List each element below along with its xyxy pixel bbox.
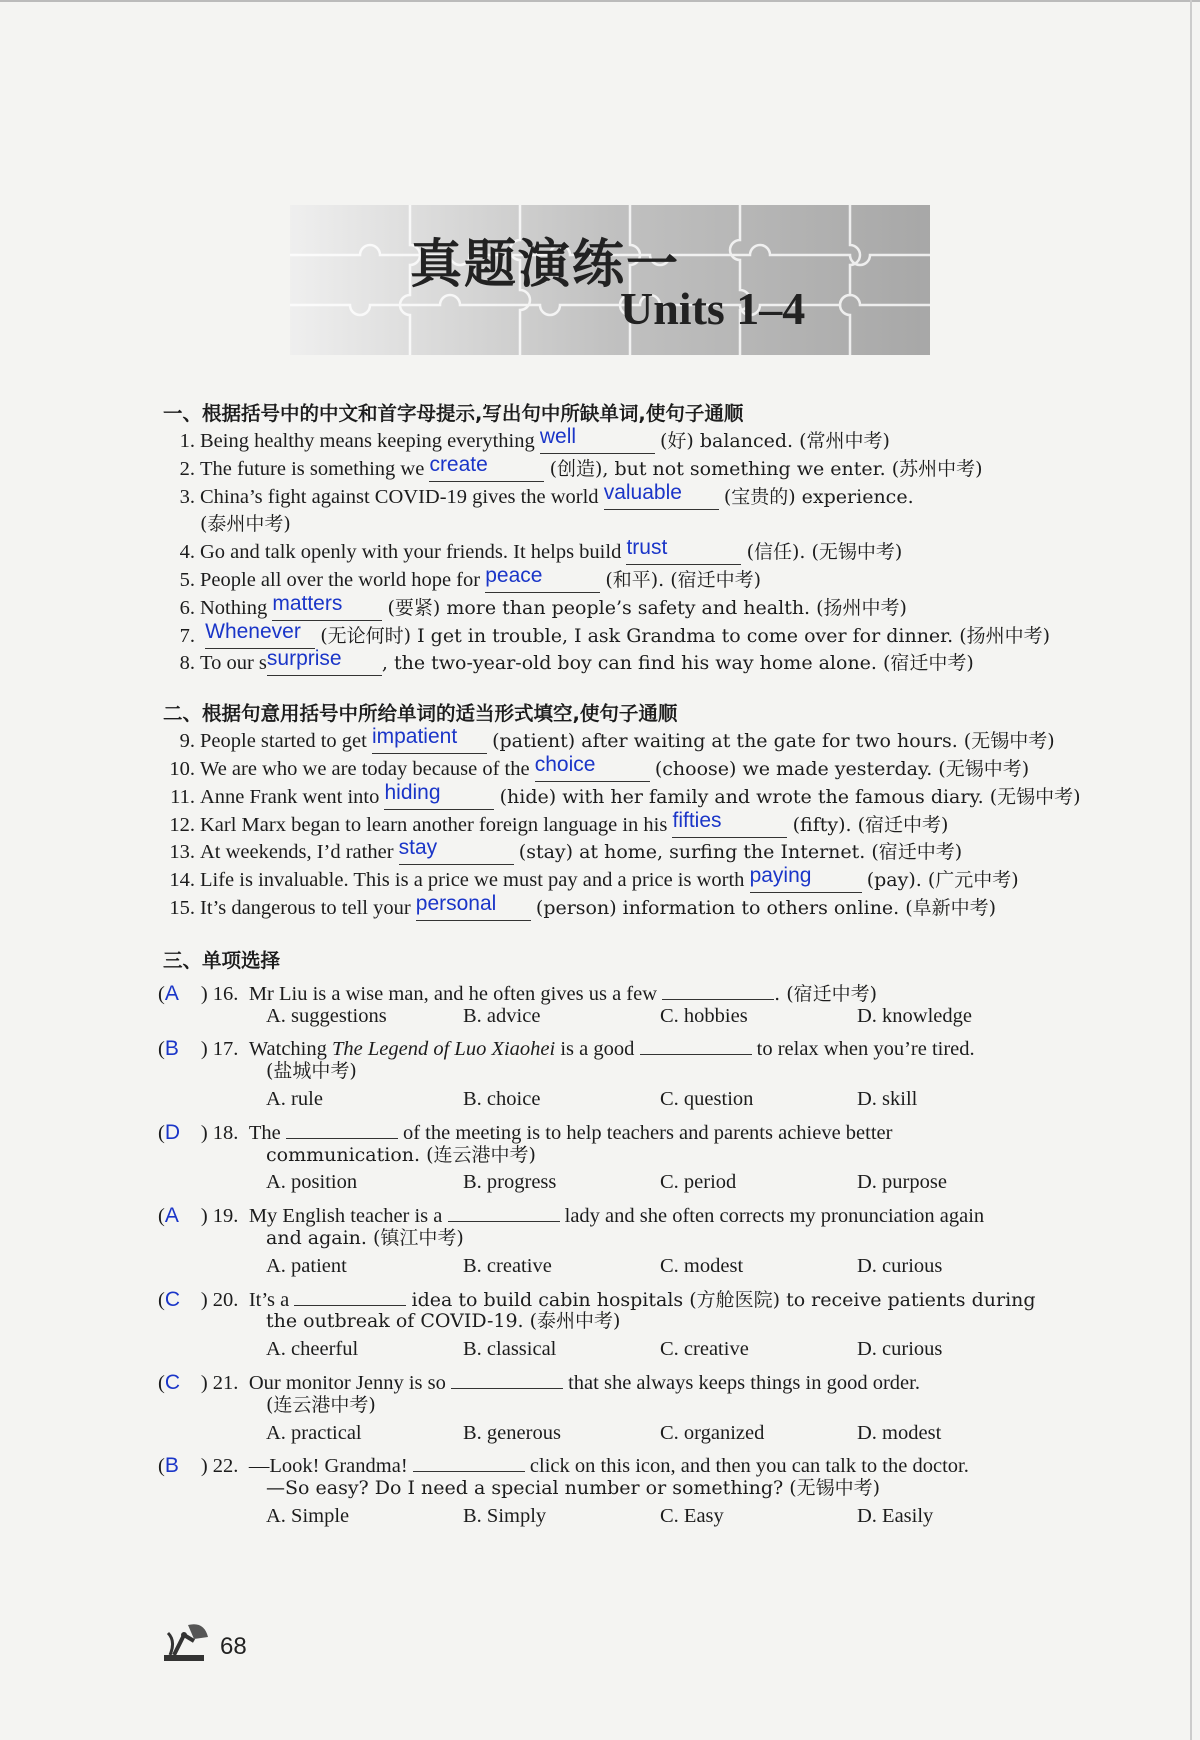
question-3: 3. China’s fight against COVID-19 gives the world valuable (宝贵的) experience. bbox=[179, 480, 914, 508]
question-12: 12. Karl Marx began to learn another foreign language in his fifties (fifty). (宿迁中考) bbox=[169, 808, 949, 836]
answer-blank[interactable]: choice bbox=[535, 757, 650, 782]
section1-heading: 一、根据括号中的中文和首字母提示,写出句中所缺单词,使句子通顺 bbox=[163, 402, 744, 425]
question-14: 14. Life is invaluable. This is a price we must pay and a price is worth paying (pay). (广元中考) bbox=[169, 864, 1019, 892]
option-b[interactable]: B. Simply bbox=[463, 1504, 547, 1527]
option-d[interactable]: D. curious bbox=[857, 1338, 943, 1361]
question-15: 15. It’s dangerous to tell your personal (person) information to others online. (阜新中考) bbox=[169, 891, 997, 919]
answer-blank[interactable]: well bbox=[540, 429, 655, 454]
answer-blank[interactable]: hiding bbox=[384, 785, 494, 810]
answer-blank[interactable]: fifties bbox=[672, 813, 787, 838]
option-b[interactable]: B. creative bbox=[463, 1254, 552, 1277]
option-a[interactable]: A. patient bbox=[266, 1254, 347, 1277]
question-11: 11. Anne Frank went into hiding (hide) with her family and wrote the famous diary. (无锡中考) bbox=[170, 780, 1081, 808]
option-d[interactable]: D. purpose bbox=[857, 1171, 947, 1194]
question-17-source: (盐城中考) bbox=[266, 1060, 357, 1083]
answer-blank bbox=[294, 1281, 406, 1306]
option-a[interactable]: A. position bbox=[266, 1171, 358, 1194]
question-2: 2. The future is something we create (创造), but not something we enter. (苏州中考) bbox=[179, 452, 983, 480]
answer-blank[interactable]: trust bbox=[626, 540, 741, 565]
question-20-cont: the outbreak of COVID-19. (泰州中考) bbox=[266, 1310, 621, 1333]
answer-blank[interactable]: create bbox=[429, 457, 544, 482]
option-a[interactable]: A. Simple bbox=[266, 1504, 350, 1527]
title-chinese: 真题演练一 bbox=[410, 235, 681, 295]
question-18-cont: communication. (连云港中考) bbox=[266, 1143, 536, 1166]
answer-blank[interactable]: valuable bbox=[604, 485, 719, 510]
section3-heading: 三、单项选择 bbox=[163, 948, 281, 972]
question-17: (B ) 17. Watching The Legend of Luo Xiaohei is a good to relax when you’re tired. bbox=[163, 1030, 1093, 1058]
question-22: (B ) 22. —Look! Grandma! click on this icon, and then you can talk to the doctor. bbox=[163, 1447, 1093, 1475]
question-22-cont: —So easy? Do I need a special number or something? (无锡中考) bbox=[266, 1477, 881, 1500]
answer-blank[interactable]: stay bbox=[399, 840, 514, 865]
question-16: (A ) 16. Mr Liu is a wise man, and he often gives us a few . (宿迁中考) bbox=[163, 975, 1093, 1003]
option-c[interactable]: C. hobbies bbox=[660, 1004, 748, 1027]
question-10: 10. We are who we are today because of the choice (choose) we made yesterday. (无锡中考) bbox=[169, 752, 1030, 780]
question-7: 7. Whenever (无论何时) I get in trouble, I ask Grandma to come over for dinner. (扬州中考) bbox=[179, 619, 1051, 647]
title-units: Units 1–4 bbox=[620, 283, 806, 334]
question-18: (D ) 18. The of the meeting is to help teachers and parents achieve better bbox=[163, 1114, 1093, 1142]
answer-blank bbox=[286, 1114, 398, 1139]
exercise-content bbox=[158, 400, 1093, 1531]
page-number: 68 bbox=[220, 1633, 247, 1660]
question-20: (C ) 20. It’s a idea to build cabin hospitals (方舱医院) to receive patients during bbox=[163, 1281, 1093, 1309]
answer-blank[interactable]: peace bbox=[485, 568, 600, 593]
question-3-source: (泰州中考) bbox=[200, 513, 291, 536]
option-a[interactable]: A. suggestions bbox=[266, 1004, 387, 1027]
question-19-cont: and again. (镇江中考) bbox=[266, 1226, 464, 1249]
option-b[interactable]: B. choice bbox=[463, 1087, 541, 1110]
option-d[interactable]: D. skill bbox=[857, 1087, 918, 1110]
question-21: (C ) 21. Our monitor Jenny is so that she always keeps things in good order. bbox=[163, 1364, 1093, 1392]
section2-heading: 二、根据句意用括号中所给单词的适当形式填空,使句子通顺 bbox=[163, 702, 678, 726]
answer-choice[interactable]: D bbox=[164, 1120, 180, 1144]
option-a[interactable]: A. cheerful bbox=[266, 1338, 359, 1361]
answer-blank[interactable]: impatient bbox=[372, 729, 487, 754]
answer-blank[interactable]: surprise bbox=[267, 651, 382, 676]
option-b[interactable]: B. classical bbox=[463, 1338, 557, 1361]
options-18 bbox=[163, 1169, 1093, 1197]
question-1: 1. Being healthy means keeping everything well (好) balanced. (常州中考) bbox=[179, 425, 890, 452]
option-c[interactable]: C. period bbox=[660, 1171, 737, 1194]
question-8: 8. To our ssurprise , the two-year-old boy can find his way home alone. (宿迁中考) bbox=[179, 647, 974, 675]
answer-choice[interactable]: C bbox=[164, 1370, 180, 1394]
question-9: 9. People started to get impatient (patient) after waiting at the gate for two hours. (无锡中考) bbox=[179, 725, 1055, 753]
option-b[interactable]: B. progress bbox=[463, 1171, 557, 1194]
option-d[interactable]: D. knowledge bbox=[857, 1004, 973, 1027]
options-17 bbox=[163, 1086, 1093, 1114]
answer-blank[interactable]: personal bbox=[416, 896, 531, 921]
question-5: 5. People all over the world hope for peace (和平). (宿迁中考) bbox=[179, 563, 762, 591]
option-c[interactable]: C. creative bbox=[660, 1338, 749, 1361]
answer-blank[interactable]: Whenever bbox=[205, 624, 315, 649]
question-13: 13. At weekends, I’d rather stay (stay) at home, surfing the Internet. (宿迁中考) bbox=[169, 836, 963, 864]
option-d[interactable]: D. curious bbox=[857, 1254, 943, 1277]
option-b[interactable]: B. advice bbox=[463, 1004, 541, 1027]
options-22 bbox=[163, 1503, 1093, 1531]
answer-blank bbox=[640, 1030, 752, 1055]
desk-lamp-icon bbox=[160, 1615, 220, 1665]
question-19: (A ) 19. My English teacher is a lady and she often corrects my pronunciation again bbox=[163, 1197, 1093, 1225]
option-c[interactable]: C. question bbox=[660, 1087, 754, 1110]
options-20 bbox=[163, 1336, 1093, 1364]
answer-blank[interactable]: matters bbox=[272, 596, 382, 621]
answer-blank[interactable]: paying bbox=[750, 868, 862, 893]
answer-blank bbox=[448, 1197, 560, 1222]
answer-choice[interactable]: A bbox=[164, 1204, 179, 1228]
options-16 bbox=[163, 1003, 1093, 1031]
option-c[interactable]: C. Easy bbox=[660, 1504, 724, 1527]
answer-blank bbox=[662, 975, 774, 1000]
answer-choice[interactable]: C bbox=[164, 1287, 180, 1311]
option-a[interactable]: A. rule bbox=[266, 1087, 323, 1110]
option-c[interactable]: C. modest bbox=[660, 1254, 744, 1277]
question-4: 4. Go and talk openly with your friends. It helps build trust (信任). (无锡中考) bbox=[179, 536, 903, 564]
question-21-source: (连云港中考) bbox=[266, 1393, 376, 1416]
right-border bbox=[1190, 0, 1192, 1740]
answer-choice[interactable]: A bbox=[164, 981, 179, 1005]
option-b[interactable]: B. generous bbox=[463, 1421, 561, 1444]
options-21 bbox=[163, 1420, 1093, 1448]
answer-blank bbox=[413, 1447, 525, 1472]
top-border bbox=[0, 0, 1200, 2]
answer-blank bbox=[451, 1364, 563, 1389]
option-a[interactable]: A. practical bbox=[266, 1421, 362, 1444]
answer-choice[interactable]: B bbox=[164, 1454, 179, 1478]
option-c[interactable]: C. organized bbox=[660, 1421, 765, 1444]
answer-choice[interactable]: B bbox=[164, 1037, 179, 1061]
options-19 bbox=[163, 1253, 1093, 1281]
question-6: 6. Nothing matters (要紧) more than people’s safety and health. (扬州中考) bbox=[179, 591, 907, 619]
option-d[interactable]: D. Easily bbox=[857, 1504, 934, 1527]
option-d[interactable]: D. modest bbox=[857, 1421, 942, 1444]
